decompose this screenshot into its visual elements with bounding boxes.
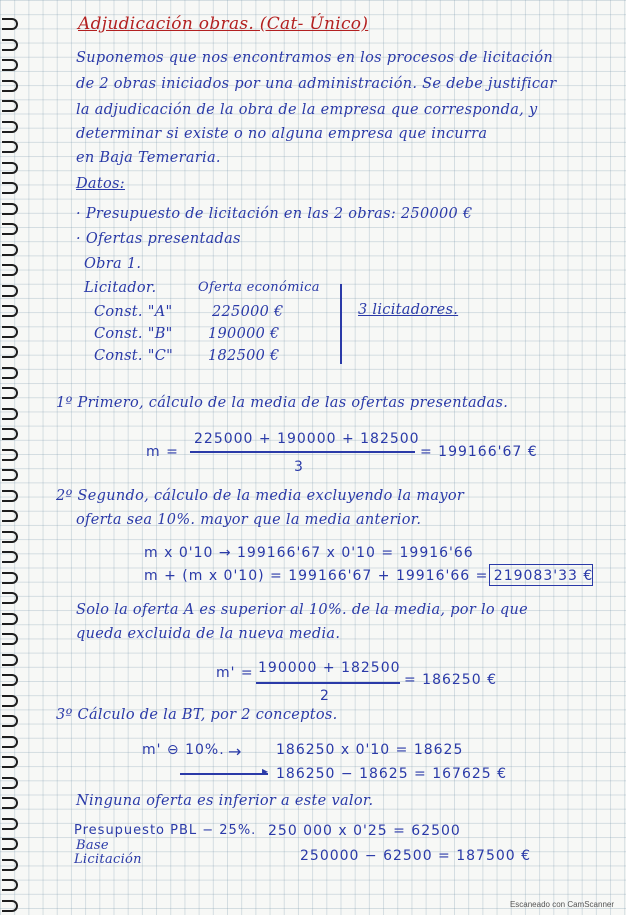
step2-note-1: Solo la oferta A es superior al 10%. de la media, por lo que: [76, 602, 528, 618]
pbl-lhs-1: Presupuesto PBL − 25%.: [74, 823, 257, 838]
intro-line-1: Suponemos que nos encontramos en los procesos de licitación: [76, 50, 554, 66]
binding-ring: [2, 264, 18, 276]
binding-ring: [2, 367, 18, 379]
binding-ring: [2, 654, 18, 666]
binding-ring: [2, 592, 18, 604]
binding-ring: [2, 59, 18, 71]
binding-ring: [2, 490, 18, 502]
table-row-c-name: Const. "C": [94, 348, 174, 364]
binding-ring: [2, 900, 18, 912]
binding-ring: [2, 674, 18, 686]
binding-ring: [2, 510, 18, 522]
table-col-oferta: Oferta económica: [198, 280, 320, 295]
table-row-c-value: 182500 €: [208, 348, 280, 364]
ofertas-label: · Ofertas presentadas: [76, 231, 241, 247]
binding-ring: [2, 387, 18, 399]
presupuesto-line: · Presupuesto de licitación en las 2 obras: 250000 €: [76, 206, 473, 222]
intro-line-2: de 2 obras iniciados por una administración. Se debe justificar: [76, 76, 557, 92]
binding-ring: [2, 613, 18, 625]
obra-label: Obra 1.: [84, 256, 142, 272]
binding-ring: [2, 408, 18, 420]
binding-ring: [2, 551, 18, 563]
datos-label: Datos:: [76, 176, 125, 192]
binding-ring: [2, 695, 18, 707]
binding-ring: [2, 879, 18, 891]
arrow-icon: →: [228, 742, 243, 761]
pbl-lhs-3: Licitación: [74, 852, 142, 867]
binding-ring: [2, 572, 18, 584]
step2-denominator: 2: [320, 688, 330, 704]
step2-note-2: queda excluida de la nueva media.: [76, 626, 341, 642]
pbl-lhs-2: Base: [76, 838, 109, 853]
table-row-a-value: 225000 €: [212, 304, 284, 320]
binding-ring: [2, 449, 18, 461]
spiral-binding: [0, 0, 20, 915]
binding-ring: [2, 223, 18, 235]
step3-heading: 3º Cálculo de la BT, por 2 conceptos.: [56, 707, 338, 723]
licitadores-note: 3 licitadores.: [358, 302, 459, 318]
binding-ring: [2, 531, 18, 543]
step1-numerator: 225000 + 190000 + 182500: [194, 431, 420, 447]
table-row-a-name: Const. "A": [94, 304, 173, 320]
step1-fraction-bar: [190, 451, 415, 453]
step3-note: Ninguna oferta es inferior a este valor.: [76, 793, 374, 809]
binding-ring: [2, 80, 18, 92]
step1-heading: 1º Primero, cálculo de la media de las ofertas presentadas.: [56, 395, 509, 411]
binding-ring: [2, 818, 18, 830]
step2-numerator: 190000 + 182500: [258, 660, 401, 676]
binding-ring: [2, 162, 18, 174]
step2-heading-2: oferta sea 10%. mayor que la media anterior.: [76, 512, 422, 528]
step3-arrow-shaft: [180, 773, 268, 775]
binding-ring: [2, 305, 18, 317]
step2-result: = 186250 €: [404, 672, 497, 688]
binding-ring: [2, 100, 18, 112]
binding-ring: [2, 203, 18, 215]
binding-ring: [2, 39, 18, 51]
binding-ring: [2, 428, 18, 440]
intro-line-3: la adjudicación de la obra de la empresa que corresponda, y: [76, 102, 538, 118]
binding-ring: [2, 756, 18, 768]
step2-lhs: m' =: [216, 665, 254, 681]
step2-heading-1: 2º Segundo, cálculo de la media excluyendo la mayor: [56, 488, 465, 504]
binding-ring: [2, 285, 18, 297]
scanner-footer: Escaneado con CamScanner: [509, 900, 614, 909]
binding-ring: [2, 141, 18, 153]
binding-ring: [2, 121, 18, 133]
pbl-rhs-2: 250000 − 62500 = 187500 €: [300, 848, 532, 864]
intro-line-5: en Baja Temeraria.: [76, 150, 221, 166]
table-row-b-name: Const. "B": [94, 326, 173, 342]
result-box: [489, 564, 593, 586]
binding-ring: [2, 244, 18, 256]
step1-result: = 199166'67 €: [420, 444, 538, 460]
step3-line1-lhs: m' ⊖ 10%.: [142, 742, 225, 758]
step2-line1: m x 0'10 → 199166'67 x 0'10 = 19916'66: [144, 545, 474, 561]
binding-ring: [2, 18, 18, 30]
step2-fraction-bar: [256, 682, 400, 684]
binding-ring: [2, 736, 18, 748]
binding-ring: [2, 326, 18, 338]
pbl-rhs-1: 250 000 x 0'25 = 62500: [268, 823, 461, 839]
step3-line2: 186250 − 18625 = 167625 €: [276, 766, 508, 782]
step2-line2: m + (m x 0'10) = 199166'67 + 19916'66 = 219083'33 €: [144, 568, 594, 584]
binding-ring: [2, 633, 18, 645]
table-row-b-value: 190000 €: [208, 326, 280, 342]
intro-line-4: determinar si existe o no alguna empresa que incurra: [76, 126, 488, 142]
bracket-line: [340, 284, 342, 364]
step1-denominator: 3: [294, 459, 304, 475]
page-title: Adjudicación obras. (Cat- Único): [78, 14, 369, 34]
binding-ring: [2, 715, 18, 727]
step1-lhs: m =: [146, 444, 179, 460]
binding-ring: [2, 469, 18, 481]
binding-ring: [2, 859, 18, 871]
binding-ring: [2, 182, 18, 194]
binding-ring: [2, 797, 18, 809]
binding-ring: [2, 346, 18, 358]
step3-line1-rhs: 186250 x 0'10 = 18625: [276, 742, 464, 758]
arrow-head-icon: ▸: [262, 764, 270, 778]
table-col-licitador: Licitador.: [84, 280, 157, 296]
binding-ring: [2, 777, 18, 789]
binding-ring: [2, 838, 18, 850]
